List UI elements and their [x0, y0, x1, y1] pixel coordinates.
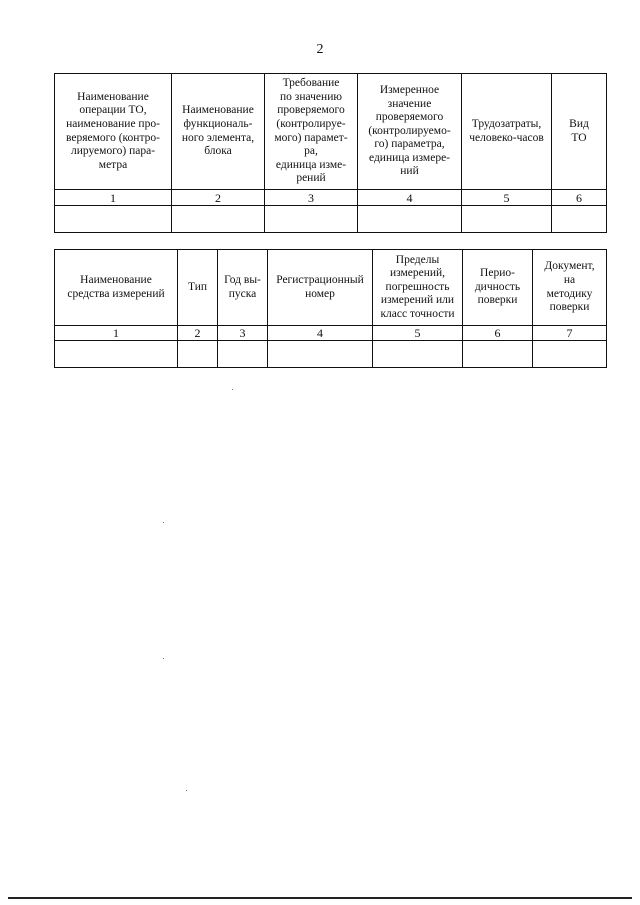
scan-speck — [163, 658, 164, 659]
table2-empty-cell — [373, 341, 463, 368]
page-number: 2 — [316, 42, 324, 57]
scan-speck — [232, 389, 233, 390]
table1-column-number: 1 — [55, 190, 172, 206]
table1-empty-cell — [265, 206, 358, 233]
table1-column-number: 6 — [552, 190, 607, 206]
table1-empty-row — [55, 206, 607, 233]
table2-header-row — [55, 250, 607, 326]
table1-header-labor: Трудозатраты, человеко-часов — [462, 74, 552, 190]
scan-bottom-edge — [8, 897, 632, 899]
table1-header-measured-value: Измеренное значение проверяемого (контролируемо- го) параметра, единица измере- ний — [358, 74, 462, 190]
table1-column-number: 5 — [462, 190, 552, 206]
table2-column-number: 4 — [268, 326, 373, 341]
table2-column-number: 3 — [218, 326, 268, 341]
table2-header-limits: Пределы измерений, погрешность измерений или класс точности — [373, 250, 463, 326]
table2-header-periodicity: Перио- дичность поверки — [463, 250, 533, 326]
table2-empty-cell — [463, 341, 533, 368]
table2-header-instrument: Наименование средства измерений — [55, 250, 178, 326]
table1-header-row — [55, 74, 607, 190]
measurement-instruments-table — [54, 249, 607, 368]
table1-header-functional-element: Наименование функциональ- ного элемента, блока — [172, 74, 265, 190]
table2-header-type: Тип — [178, 250, 218, 326]
table1-empty-cell — [55, 206, 172, 233]
table1-column-number: 3 — [265, 190, 358, 206]
table2-column-number: 2 — [178, 326, 218, 341]
table2-column-number: 5 — [373, 326, 463, 341]
scan-speck — [186, 790, 187, 791]
table2-empty-cell — [218, 341, 268, 368]
table1-number-row — [55, 190, 607, 206]
table2-empty-cell — [55, 341, 178, 368]
table1-column-number: 4 — [358, 190, 462, 206]
table2-header-year: Год вы- пуска — [218, 250, 268, 326]
maintenance-operations-table — [54, 73, 607, 233]
table2-header-document: Документ, на методику поверки — [533, 250, 607, 326]
table2-column-number: 6 — [463, 326, 533, 341]
table2-empty-cell — [178, 341, 218, 368]
table1-empty-cell — [462, 206, 552, 233]
scan-speck — [163, 522, 164, 523]
table2-empty-row — [55, 341, 607, 368]
table1-header-operation: Наименование операции ТО, наименование про- веряемого (контро- лируемого) пара- метра — [55, 74, 172, 190]
table2-empty-cell — [533, 341, 607, 368]
table1-header-requirement: Требование по значению проверяемого (контролируе- мого) парамет- ра, единица изме- рений — [265, 74, 358, 190]
table1-header-maintenance-type: Вид ТО — [552, 74, 607, 190]
table2-column-number: 7 — [533, 326, 607, 341]
table1-empty-cell — [358, 206, 462, 233]
table1-empty-cell — [552, 206, 607, 233]
table2-header-registration-number: Регистрационный номер — [268, 250, 373, 326]
table2-empty-cell — [268, 341, 373, 368]
table2-number-row — [55, 326, 607, 341]
table2-column-number: 1 — [55, 326, 178, 341]
table1-empty-cell — [172, 206, 265, 233]
table1-column-number: 2 — [172, 190, 265, 206]
